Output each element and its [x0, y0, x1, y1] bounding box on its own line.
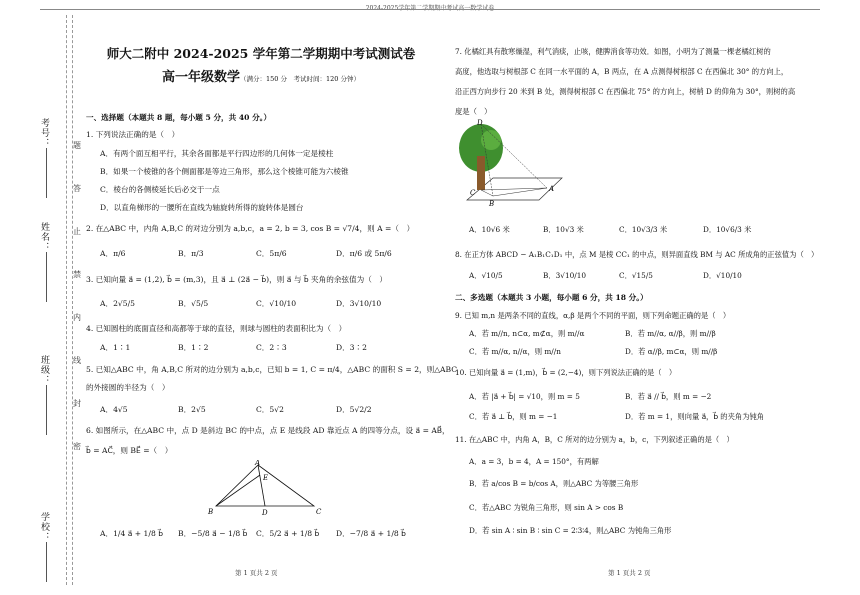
label-b: B: [208, 508, 214, 516]
segment-cb: [481, 190, 493, 196]
name-label: 姓名：: [39, 222, 49, 252]
q3-option-d: D．3√10/10: [336, 299, 382, 308]
question-8: 8. 在正方体 ABCD − A₁B₁C₁D₁ 中，点 M 是棱 CC₁ 的中点，则异面直线 BM 与 AC 所成角的正弦值为（ ）: [455, 250, 819, 259]
q7-option-b: B．10√3 米: [543, 225, 584, 234]
q6-option-c: C．5/2 a⃗ + 1/8 b⃗: [256, 529, 320, 538]
seal-char: 内: [73, 313, 81, 322]
school-label: 学校：: [39, 512, 49, 542]
q5-option-d: D．5√2/2: [336, 405, 372, 414]
class-label: 班级：: [39, 355, 49, 385]
question-4: 4. 已知圆柱的底面直径和高都等于球的直径，则球与圆柱的表面积比为（ ）: [86, 324, 347, 333]
q7-option-a: A．10√6 米: [469, 225, 510, 234]
label-d: D: [477, 119, 483, 127]
q6-option-b: B．−5/8 a⃗ − 1/8 b⃗: [178, 529, 248, 538]
q4-option-a: A．1∶1: [100, 343, 131, 352]
question-7-line2: 高度，他选取与树根部 C 在同一水平面的 A，B 两点，在 A 点测得树根部 C 在西偏北 30° 的方向上，: [455, 67, 789, 76]
median-ad: [258, 465, 265, 506]
q2-option-b: B．π/3: [178, 249, 204, 258]
question-11: 11. 在△ABC 中，内角 A，B，C 所对的边分别为 a，b，c，下列叙述正确的是（ ）: [455, 435, 734, 444]
q4-option-d: D．3∶2: [336, 343, 367, 352]
label-c: C: [316, 508, 322, 516]
q1-option-d: D．以直角梯形的一腰所在直线为轴旋转所得的旋转体是圆台: [100, 203, 304, 212]
tree-trunk: [477, 156, 485, 190]
q7-option-d: D．10√6/3 米: [703, 225, 752, 234]
q10-option-d: D．若 m = 1，则向量 a⃗，b⃗ 的夹角为钝角: [625, 412, 765, 421]
question-9: 9. 已知 m,n 是两条不同的直线，α,β 是两个不同的平面，则下列命题正确的是（ ）: [455, 311, 731, 320]
footer-left: 第 1 页共 2 页: [235, 569, 278, 577]
section2-heading: 二、多选题（本题共 3 小题，每小题 6 分，共 18 分。）: [455, 293, 648, 302]
q9-option-d: D．若 α//β, m⊂α，则 m//β: [625, 347, 718, 356]
triangle-abc: [216, 465, 314, 506]
seal-char: 线: [73, 356, 81, 365]
q9-option-c: C．若 m//α, n//α，则 m//n: [469, 347, 561, 356]
question-1: 1. 下列说法正确的是（ ）: [86, 130, 180, 139]
q10-option-c: C．若 a⃗ ⊥ b⃗，则 m = −1: [469, 412, 558, 421]
footer-right: 第 1 页共 2 页: [608, 569, 651, 577]
question-10: 10. 已知向量 a⃗ = (1,m)，b⃗ = (2,−4)，则下列说法正确的是（ ）: [455, 368, 677, 377]
right-column: [455, 20, 835, 565]
q8-option-c: C．√15/5: [619, 271, 653, 280]
q11-option-d: D．若 sin A ∶ sin B ∶ sin C = 2∶3∶4，则△ABC 为钝角三角形: [469, 526, 672, 535]
exam-number-label: 考号：: [39, 118, 49, 148]
q2-option-c: C．5π/6: [256, 249, 287, 258]
q3-option-a: A．2√5/5: [100, 299, 135, 308]
q5-option-b: B．2√5: [178, 405, 206, 414]
page-header: 2024-2025学年第二学期期中考试高一数学试卷: [365, 5, 495, 12]
q4-option-c: C．2∶3: [256, 343, 287, 352]
q8-option-a: A．√10/5: [469, 271, 503, 280]
label-d: D: [262, 509, 268, 516]
seal-char: 封: [73, 399, 81, 408]
q2-option-a: A．π/6: [100, 249, 126, 258]
seal-char: 答: [73, 184, 81, 193]
exam-subtitle: [86, 72, 436, 85]
q3-option-c: C．√10/10: [256, 299, 297, 308]
q9-option-a: A．若 m//n, n⊂α, m⊄α，则 m//α: [469, 329, 585, 338]
tree-canopy-highlight: [481, 130, 501, 150]
q6-option-a: A．1/4 a⃗ + 1/8 b⃗: [100, 529, 164, 538]
label-a: A: [255, 460, 261, 467]
tree-figure: [457, 118, 569, 210]
segment-be: [216, 475, 260, 506]
q5-option-a: A．4√5: [100, 405, 128, 414]
question-7-line3: 沿正西方向步行 20 米到 B 处，测得树根部 C 在西偏北 75° 的方向上，树梢 D 的仰角为 30°，则树的高: [455, 87, 796, 96]
class-blank: [46, 385, 47, 435]
question-6-cont: b⃗ = AC⃗，则 BE⃗ =（ ）: [86, 446, 173, 455]
school-blank: [46, 542, 47, 582]
q9-option-b: B．若 m//α, α//β，则 m//β: [625, 329, 716, 338]
q2-option-d: D．π/6 或 5π/6: [336, 249, 392, 258]
q3-option-b: B．√5/5: [178, 299, 209, 308]
q11-option-a: A．a = 3，b = 4，A = 150°，有两解: [469, 457, 599, 466]
question-7: 7. 化橘红具有散寒燥湿，利气消痰，止咳，健脾消食等功效．如图，小明为了测量一棵老橘红树的: [455, 47, 771, 56]
seal-char: 密: [73, 442, 81, 451]
q11-option-c: C．若△ABC 为锐角三角形，则 sin A > cos B: [469, 503, 624, 512]
label-c: C: [470, 189, 476, 197]
header-rule: [40, 9, 820, 10]
left-column: [86, 20, 458, 560]
question-3: 3. 已知向量 a⃗ = (1,2), b⃗ = (m,3)，且 a⃗ ⊥ (2a⃗ − b⃗)，则 a⃗ 与 b⃗ 夹角的余弦值为（ ）: [86, 275, 387, 284]
subject-title: 高一年级数学: [162, 70, 241, 85]
q1-option-c: C．棱台的各侧棱延长后必交于一点: [100, 185, 220, 194]
section-heading: 一、选择题（本题共 8 题，每小题 5 分，共 40 分。）: [86, 113, 272, 122]
exam-title: 师大二附中 2024-2025 学年第二学期期中考试测试卷: [106, 46, 416, 61]
label-e: E: [263, 474, 269, 482]
question-2: 2. 在△ABC 中，内角 A,B,C 的对边分别为 a,b,c，a = 2, b = 3, cos B = √7/4，则 A =（ ）: [86, 224, 415, 233]
seal-char: 禁: [73, 270, 81, 279]
seal-char: 止: [73, 227, 81, 236]
q8-option-d: D．√10/10: [703, 271, 742, 280]
q11-option-b: B．若 a/cos B = b/cos A，则△ABC 为等腰三角形: [469, 479, 639, 488]
exam-note: （满分：150 分 考试时间：120 分钟）: [240, 75, 360, 83]
question-5-cont: 的外接圆的半径为（ ）: [86, 383, 170, 392]
name-blank: [46, 252, 47, 302]
binding-line-inner: [72, 15, 73, 585]
question-6: 6. 如图所示，在△ABC 中，点 D 是斜边 BC 的中点，点 E 是线段 AD 靠近点 A 的四等分点，设 a⃗ = AB⃗，: [86, 426, 450, 435]
binding-line-outer: [66, 15, 67, 585]
seal-char: 题: [73, 141, 81, 150]
q1-option-b: B．如果一个棱锥的各个侧面都是等边三角形，那么这个棱锥可能为六棱锥: [100, 167, 349, 176]
q6-option-d: D．−7/8 a⃗ + 1/8 b⃗: [336, 529, 406, 538]
q5-option-c: C．5√2: [256, 405, 284, 414]
label-b: B: [489, 200, 495, 208]
q8-option-b: B．3√10/10: [543, 271, 586, 280]
triangle-figure: [206, 460, 326, 516]
q10-option-b: B．若 a⃗ // b⃗，则 m = −2: [625, 392, 712, 401]
q10-option-a: A．若 |a⃗ + b⃗| = √10，则 m = 5: [469, 392, 580, 401]
exam-number-blank: [46, 148, 47, 198]
q7-option-c: C．10√3/3 米: [619, 225, 668, 234]
label-a: A: [549, 185, 555, 193]
question-7-line4: 度是（ ）: [455, 107, 492, 116]
q4-option-b: B．1∶2: [178, 343, 209, 352]
q1-option-a: A．有两个面互相平行，其余各面都是平行四边形的几何体一定是棱柱: [100, 149, 334, 158]
question-5: 5. 已知△ABC 中，角 A,B,C 所对的边分别为 a,b,c，已知 b = 1, C = π/4，△ABC 的面积 S = 2，则△ABC: [86, 365, 458, 374]
